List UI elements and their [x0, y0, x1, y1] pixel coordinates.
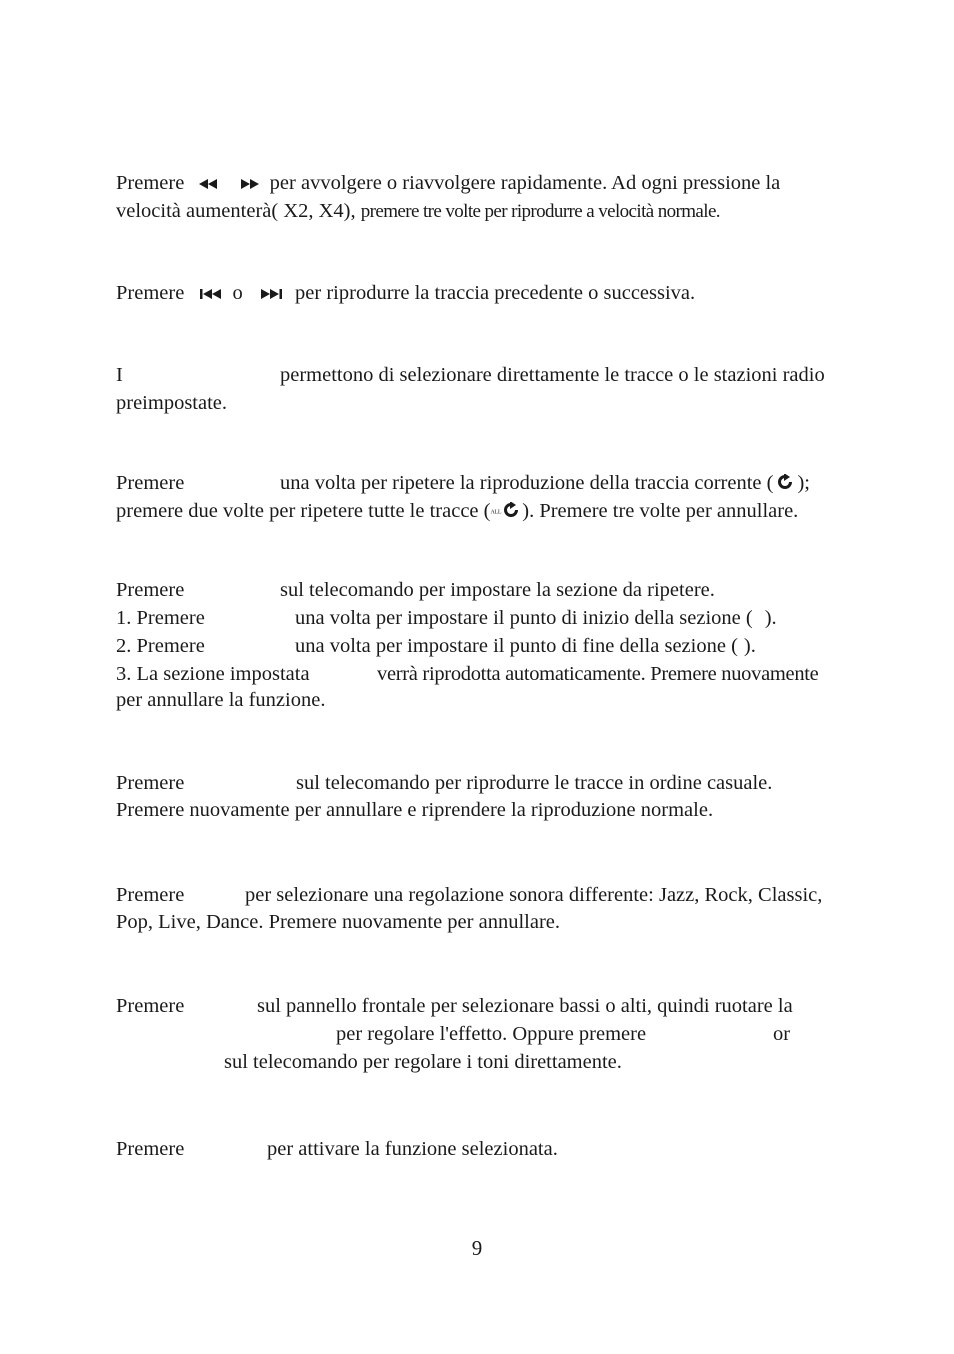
tone-premere-line: [116, 994, 184, 1018]
tone-or-line: [773, 1022, 790, 1046]
numeric-text-1: permettono di selezionare direttamente le tracce o le stazioni radio: [280, 364, 825, 386]
tone-line-1: [257, 994, 793, 1018]
eq-premere-line: [116, 883, 184, 907]
random-premere-line: [116, 771, 184, 795]
repeat-all-label: ALL: [490, 509, 502, 516]
skip-next-icon: [260, 282, 290, 306]
random-text-2: Premere nuovamente per annullare e riprendere la riproduzione normale.: [116, 799, 714, 821]
repeat-text-2b: ). Premere tre volte per annullare.: [522, 500, 799, 522]
ab-intro-line: [280, 578, 715, 602]
ab-step-3-a: 3. La sezione impostata: [116, 663, 310, 685]
ab-step-2-c: ).: [743, 635, 756, 657]
fastscan-text-1: per avvolgere o riavvolgere rapidamente. Ad ogni pressione la: [269, 172, 781, 194]
ab-premere-line: [116, 578, 184, 602]
tone-or: or: [773, 1023, 791, 1045]
ab-intro: sul telecomando per impostare la sezione da ripetere.: [280, 579, 715, 601]
repeat-text-1b: );: [797, 472, 810, 494]
skip-previous-icon: [199, 282, 227, 306]
enter-premere-line: [116, 1137, 184, 1161]
fastscan-text-2a: velocità aumenterà( X2, X4),: [116, 200, 356, 222]
skip-text: per riprodurre la traccia precedente o successiva.: [295, 282, 696, 304]
fastscan-text-2b: premere tre volte per riprodurre a velocità normale.: [360, 201, 720, 222]
eq-line-1: [245, 883, 822, 907]
random-premere: Premere: [116, 772, 185, 794]
ab-step-1-a: 1. Premere: [116, 607, 205, 629]
ab-premere: Premere: [116, 579, 185, 601]
ab-step-2-a: 2. Premere: [116, 635, 205, 657]
ab-step-1-b: una volta per impostare il punto di inizio della sezione (: [295, 607, 753, 629]
numeric-line-1: [116, 363, 123, 387]
ab-step-2-b: una volta per impostare il punto di fine della sezione (: [295, 635, 738, 657]
skip-o: o: [232, 282, 243, 304]
random-line-1: [296, 771, 772, 795]
ab-step-2-text: [295, 634, 756, 658]
numeric-i: I: [116, 364, 123, 386]
repeat-text-2a: premere due volte per ripetere tutte le tracce (: [116, 500, 491, 522]
repeat-premere-line: [116, 471, 184, 495]
ab-step-3: [116, 662, 310, 686]
ab-step-3-b: verrà riprodotta automaticamente. Premere nuovamente: [377, 663, 819, 685]
tone-text-1: sul pannello frontale per selezionare bassi o alti, quindi ruotare la: [257, 995, 793, 1017]
numeric-line-2: [116, 391, 227, 415]
tone-text-3: sul telecomando per regolare i toni direttamente.: [224, 1051, 622, 1073]
ab-step-2: [116, 634, 205, 658]
numeric-line-1-text: [280, 363, 825, 387]
skip-line: [116, 281, 695, 306]
page-number: 9: [471, 1236, 483, 1260]
tone-text-2: per regolare l'effetto. Oppure premere: [336, 1023, 647, 1045]
ab-step-3-c: per annullare la funzione.: [116, 689, 326, 711]
enter-premere: Premere: [116, 1138, 185, 1160]
enter-text: per attivare la funzione selezionata.: [267, 1138, 558, 1160]
ab-step-1-c: ).: [764, 607, 777, 629]
fastscan-premere: Premere: [116, 172, 185, 194]
repeat-all-icon: [501, 500, 521, 524]
repeat-one-icon: [775, 472, 795, 496]
ab-step-3-text: [377, 662, 818, 686]
tone-premere: Premere: [116, 995, 185, 1017]
tone-line-3: [224, 1050, 622, 1074]
fast-forward-icon: [239, 172, 265, 196]
random-line-2: [116, 798, 713, 822]
repeat-premere: Premere: [116, 472, 185, 494]
eq-text-2: Pop, Live, Dance. Premere nuovamente per annullare.: [116, 911, 560, 933]
fastscan-line-2: [116, 199, 720, 224]
enter-line: [267, 1137, 558, 1161]
skip-premere: Premere: [116, 282, 185, 304]
random-text-1: sul telecomando per riprodurre le tracce in ordine casuale.: [296, 772, 773, 794]
repeat-text-1a: una volta per ripetere la riproduzione della traccia corrente (: [280, 472, 774, 494]
eq-premere: Premere: [116, 884, 185, 906]
fastscan-line-1: [116, 171, 780, 196]
ab-step-1: [116, 606, 205, 630]
ab-step-1-text: [295, 606, 777, 630]
rewind-icon: [197, 172, 223, 196]
tone-line-2: [336, 1022, 646, 1046]
repeat-line-2: [116, 499, 798, 524]
numeric-text-2: preimpostate.: [116, 392, 228, 414]
ab-step-3-cont: [116, 688, 325, 712]
eq-text-1: per selezionare una regolazione sonora differente: Jazz, Rock, Classic,: [245, 884, 823, 906]
eq-line-2: [116, 910, 560, 934]
repeat-line-1: [280, 471, 810, 496]
